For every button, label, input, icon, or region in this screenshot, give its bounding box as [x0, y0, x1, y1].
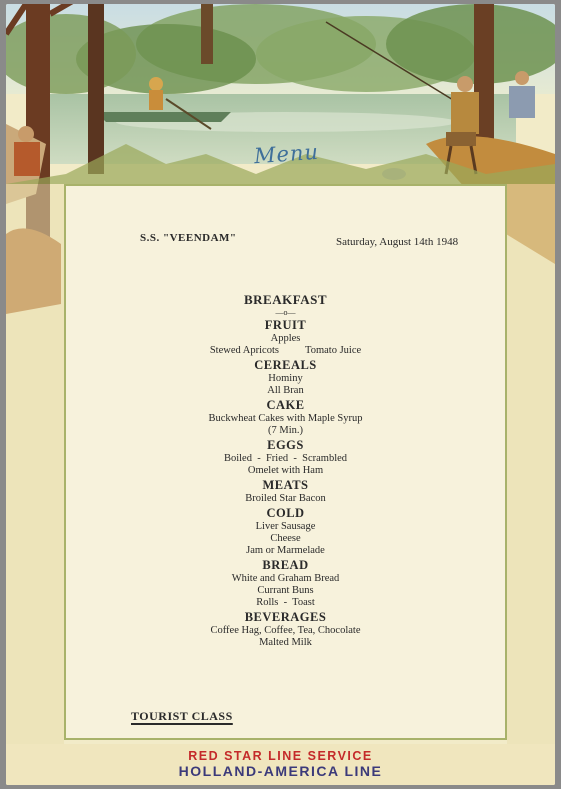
menu-script-title: Menu [253, 139, 320, 169]
section-heading: EGGS [267, 438, 304, 452]
menu-line: Coffee Hag, Coffee, Tea, Chocolate [210, 625, 361, 636]
menu-line: Stewed Apricots Tomato Juice [209, 345, 362, 356]
footer-line-holland-america: HOLLAND-AMERICA LINE [178, 763, 383, 779]
section-heading: BREAD [262, 558, 309, 572]
footer-line-red-star: RED STAR LINE SERVICE [188, 749, 373, 763]
menu-line: All Bran [267, 385, 304, 396]
section-heading: CEREALS [254, 358, 317, 372]
menu-line: Hominy [268, 373, 303, 384]
section-heading: COLD [266, 506, 305, 520]
menu-line: Broiled Star Bacon [245, 493, 326, 504]
menu-line: Malted Milk [259, 637, 312, 648]
meal-title: BREAKFAST [244, 292, 327, 307]
menu-line: Currant Buns [257, 585, 314, 596]
menu-panel [64, 184, 507, 740]
section-heading: BEVERAGES [244, 610, 327, 624]
section-heading: MEATS [262, 478, 309, 492]
menu-line: Rolls - Toast [256, 597, 315, 608]
menu-line: Jam or Marmelade [246, 545, 325, 556]
menu-line: Cheese [270, 533, 301, 544]
menu-line: Boiled - Fried - Scrambled [223, 453, 348, 464]
menu-line: (7 Min.) [268, 425, 303, 436]
menu-line: Apples [270, 333, 301, 344]
class-label: TOURIST CLASS [131, 709, 233, 723]
section-heading: CAKE [266, 398, 305, 412]
ship-name: S.S. "VEENDAM" [140, 232, 237, 244]
menu-line: Buckwheat Cakes with Maple Syrup [208, 413, 363, 424]
menu-line: White and Graham Bread [231, 573, 340, 584]
menu-content [66, 292, 505, 649]
menu-line: Omelet with Ham [247, 465, 324, 476]
section-heading: FRUIT [264, 318, 307, 332]
separator: —o— [275, 308, 296, 317]
menu-line: Liver Sausage [255, 521, 316, 532]
menu-date: Saturday, August 14th 1948 [336, 236, 459, 248]
menu-card [6, 4, 555, 785]
